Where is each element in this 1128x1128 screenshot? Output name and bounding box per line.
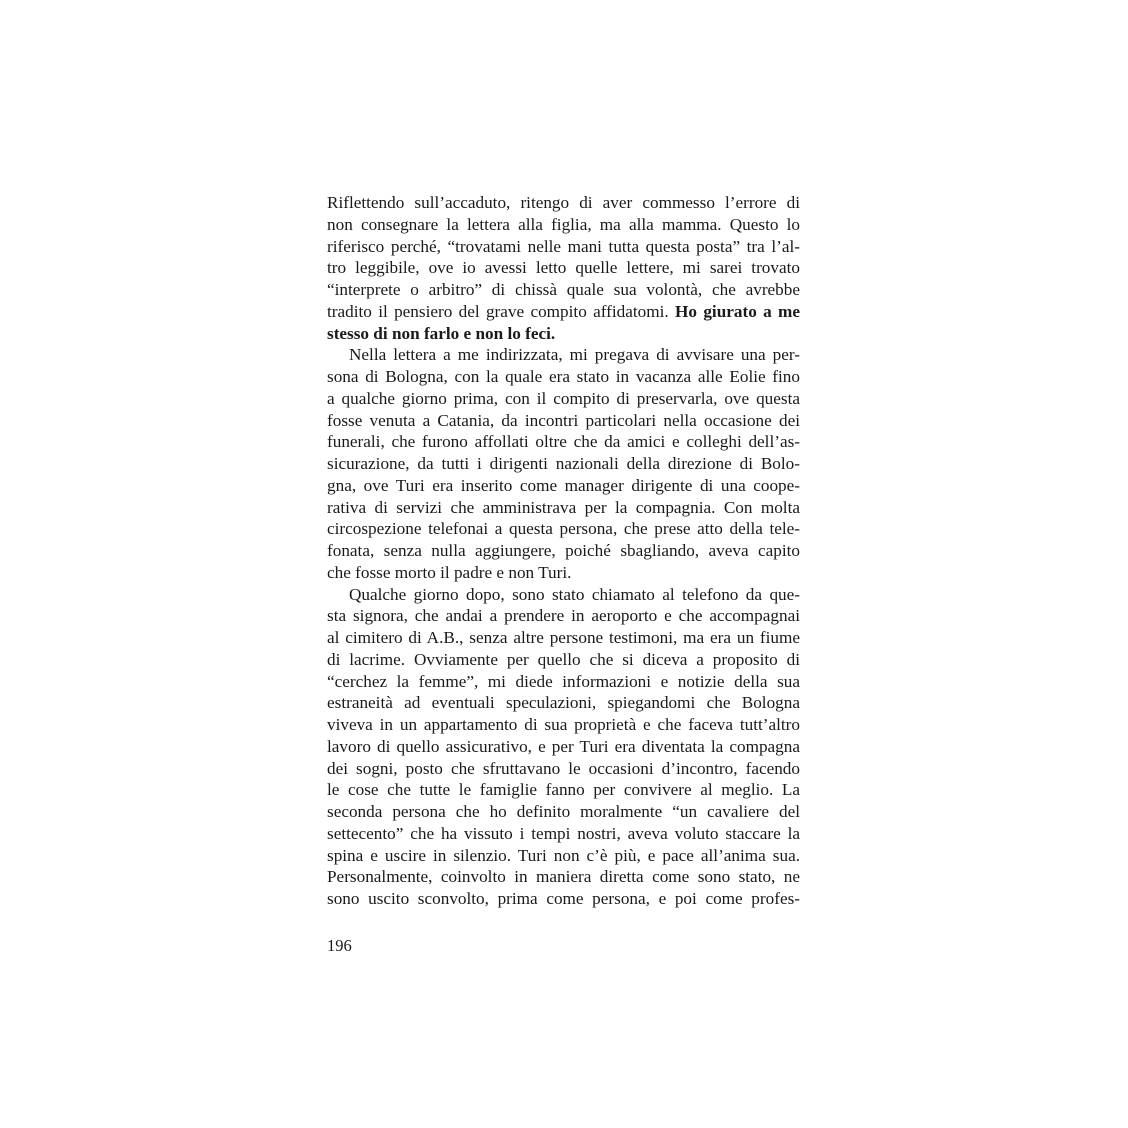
text-line <box>327 866 800 888</box>
line-text: a qualche giorno prima, con il compito di preservarla, ove questa <box>327 388 800 408</box>
text-line <box>327 431 800 453</box>
line-text: tro leggibile, ove io avessi letto quelle lettere, mi sarei trovato <box>327 258 800 278</box>
line-text: che fosse morto il padre e non Turi. <box>327 562 572 582</box>
line-text: le cose che tutte le famiglie fanno per convivere al meglio. La <box>327 780 800 800</box>
line-text: rativa di servizi che amministrava per la compagnia. Con molta <box>327 497 800 517</box>
text-line <box>327 627 800 649</box>
text-line <box>327 236 800 258</box>
text-line <box>327 192 800 214</box>
text-line <box>327 453 800 475</box>
text-line <box>327 649 800 671</box>
line-text: Personalmente, coinvolto in maniera diretta come sono stato, ne <box>327 867 800 887</box>
line-text: sicurazione, da tutti i dirigenti nazionali della direzione di Bolo- <box>327 454 800 473</box>
text-line <box>327 779 800 801</box>
text-line <box>327 301 800 323</box>
body-text <box>327 192 800 910</box>
text-line <box>327 692 800 714</box>
line-text: “interprete o arbitro” di chissà quale sua volontà, che avrebbe <box>327 280 800 299</box>
text-line <box>327 605 800 627</box>
line-text: settecento” che ha vissuto i tempi nostri, aveva voluto staccare la <box>327 823 800 843</box>
line-text: Riflettendo sull’accaduto, ritengo di aver commesso l’errore di <box>327 193 800 212</box>
text-line <box>327 497 800 519</box>
line-text: Qualche giorno dopo, sono stato chiamato al telefono da que- <box>349 584 800 604</box>
text-line <box>327 279 800 301</box>
line-text: riferisco perché, “trovatami nelle mani tutta questa posta” tra l’al- <box>327 236 800 256</box>
line-text: seconda persona che ho definito moralmente “un cavaliere del <box>327 802 800 821</box>
text-line <box>327 562 800 584</box>
text-line <box>327 845 800 867</box>
text-line <box>327 214 800 236</box>
text-line <box>327 823 800 845</box>
line-text: estraneità ad eventuali speculazioni, spiegandomi che Bologna <box>327 693 800 713</box>
paragraph <box>327 584 800 910</box>
text-line <box>327 758 800 780</box>
text-line <box>327 323 800 345</box>
line-text: dei sogni, posto che sfruttavano le occasioni d’incontro, facendo <box>327 758 800 778</box>
line-text: funerali, che furono affollati oltre che da amici e colleghi dell’as- <box>327 432 800 452</box>
line-text: “cerchez la femme”, mi diede informazioni e notizie della sua <box>327 671 800 691</box>
text-line <box>327 388 800 410</box>
page-number: 196 <box>327 936 352 955</box>
paragraph <box>327 192 800 344</box>
text-line <box>327 540 800 562</box>
text-line <box>327 344 800 366</box>
line-text: viveva in un appartamento di sua proprietà e che faceva tutt’altro <box>327 715 800 734</box>
line-text: circospezione telefonai a questa persona, che prese atto della tele- <box>327 519 800 539</box>
text-line <box>327 475 800 497</box>
line-text: spina e uscire in silenzio. Turi non c’è più, e pace all’anima sua. <box>327 845 800 865</box>
bold-text: Ho giurato a me <box>675 301 800 321</box>
line-text: gna, ove Turi era inserito come manager dirigente di una coope- <box>327 475 800 495</box>
text-line <box>327 366 800 388</box>
line-text: fonata, senza nulla aggiungere, poiché sbagliando, aveva capito <box>327 541 800 560</box>
line-text: sta signora, che andai a prendere in aeroporto e che accompagnai <box>327 606 800 626</box>
text-line <box>327 801 800 823</box>
line-text: Nella lettera a me indirizzata, mi pregava di avvisare una per- <box>349 345 800 365</box>
text-line <box>327 714 800 736</box>
text-line <box>327 518 800 540</box>
line-text: di lacrime. Ovviamente per quello che si diceva a proposito di <box>327 649 800 669</box>
text-line <box>327 736 800 758</box>
line-text: sona di Bologna, con la quale era stato in vacanza alle Eolie fino <box>327 367 800 386</box>
line-text: tradito il pensiero del grave compito affidatomi. <box>327 301 676 321</box>
line-text: non consegnare la lettera alla figlia, ma alla mamma. Questo lo <box>327 214 800 234</box>
bold-text: stesso di non farlo e non lo feci. <box>327 323 556 343</box>
line-text: sono uscito sconvolto, prima come persona, e poi come profes- <box>327 889 800 908</box>
line-text: fosse venuta a Catania, da incontri particolari nella occasione dei <box>327 410 800 430</box>
text-line <box>327 410 800 432</box>
text-line <box>327 257 800 279</box>
text-line <box>327 584 800 606</box>
text-line <box>327 671 800 693</box>
paragraph <box>327 344 800 583</box>
text-line <box>327 888 800 910</box>
line-text: lavoro di quello assicurativo, e per Turi era diventata la compagna <box>327 736 800 756</box>
line-text: al cimitero di A.B., senza altre persone testimoni, ma era un fiume <box>327 628 800 647</box>
